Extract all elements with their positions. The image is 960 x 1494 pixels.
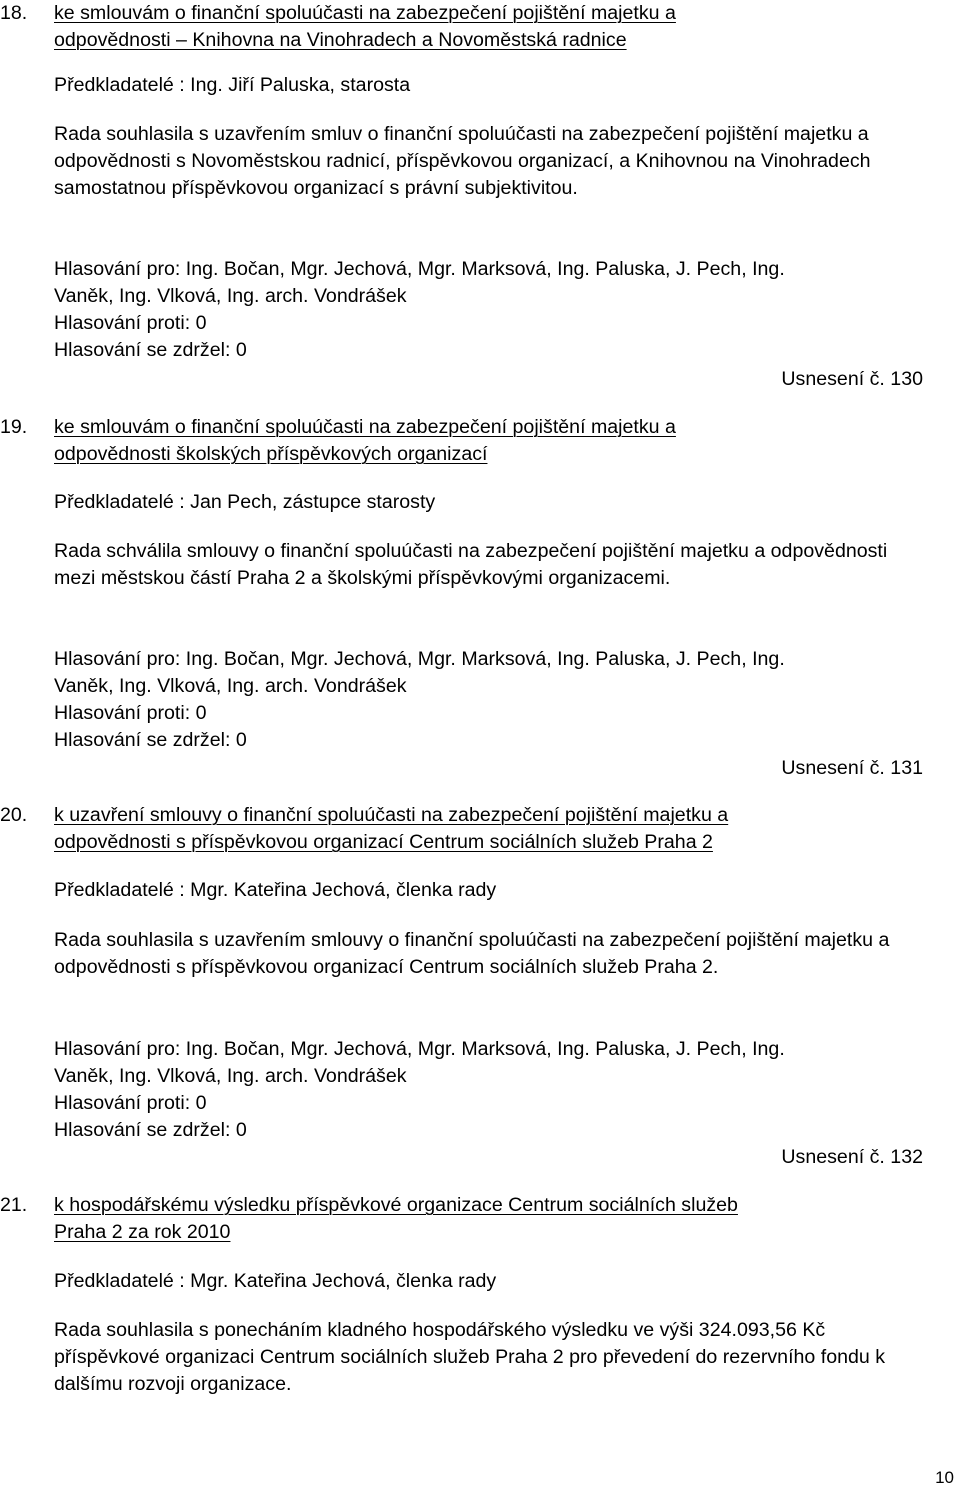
item-number: 19. [0, 416, 28, 438]
page-number: 10 [935, 1468, 954, 1487]
item-heading-line-1: k hospodářskému výsledku příspěvkové organizace Centrum sociálních služeb [54, 1194, 738, 1216]
resolution-number: Usnesení č. 130 [781, 368, 923, 390]
item-resolution-text: Rada souhlasila s uzavřením smlouvy o finanční spoluúčasti na zabezpečení pojištění majetku a odpovědnosti s příspěvkovou organizací Centrum sociálních služeb Praha 2. [54, 929, 890, 978]
item-resolution-text: Rada souhlasila s ponecháním kladného hospodářského výsledku ve výši 324.093,56 Kč příspěvkové organizaci Centrum sociálních služeb Praha 2 pro převedení do rezervního fondu k dalšímu rozvoji organizace. [54, 1319, 886, 1395]
vote-against: Hlasování proti: 0 [54, 1092, 207, 1114]
vote-for-line-2: Vaněk, Ing. Vlková, Ing. arch. Vondrášek [54, 1065, 407, 1087]
item-number: 21. [0, 1194, 28, 1216]
item-proposer: Předkladatelé : Ing. Jiří Paluska, starosta [54, 74, 411, 96]
item-heading-line-2: odpovědnosti s příspěvkovou organizací Centrum sociálních služeb Praha 2 [54, 831, 713, 853]
vote-for-line-1: Hlasování pro: Ing. Bočan, Mgr. Jechová, Mgr. Marksová, Ing. Paluska, J. Pech, Ing. [54, 258, 785, 280]
item-resolution-text: Rada schválila smlouvy o finanční spoluúčasti na zabezpečení pojištění majetku a odpovědnosti mezi městskou částí Praha 2 a školskými příspěvkovými organizacemi. [54, 540, 888, 589]
item-heading-line-1: k uzavření smlouvy o finanční spoluúčasti na zabezpečení pojištění majetku a [54, 804, 729, 826]
vote-abstain: Hlasování se zdržel: 0 [54, 729, 247, 751]
item-heading-line-2: odpovědnosti školských příspěvkových organizací [54, 443, 488, 465]
vote-for-line-1: Hlasování pro: Ing. Bočan, Mgr. Jechová, Mgr. Marksová, Ing. Paluska, J. Pech, Ing. [54, 648, 785, 670]
item-proposer: Předkladatelé : Mgr. Kateřina Jechová, členka rady [54, 1270, 497, 1292]
item-resolution-text: Rada souhlasila s uzavřením smluv o finanční spoluúčasti na zabezpečení pojištění majetku a odpovědnosti s Novoměstskou radnicí, příspěvkovou organizací, a Knihovnou na Vinohradech samostatnou příspěvkovou organizací s právní subjektivitou. [54, 123, 871, 199]
item-number: 20. [0, 804, 28, 826]
resolution-number: Usnesení č. 132 [781, 1146, 923, 1168]
item-heading-line-2: odpovědnosti – Knihovna na Vinohradech a Novoměstská radnice [54, 29, 627, 51]
item-heading-line-1: ke smlouvám o finanční spoluúčasti na zabezpečení pojištění majetku a [54, 416, 676, 438]
vote-for-line-2: Vaněk, Ing. Vlková, Ing. arch. Vondrášek [54, 675, 407, 697]
resolution-number: Usnesení č. 131 [781, 757, 923, 779]
item-proposer: Předkladatelé : Mgr. Kateřina Jechová, členka rady [54, 879, 497, 901]
vote-against: Hlasování proti: 0 [54, 312, 207, 334]
item-proposer: Předkladatelé : Jan Pech, zástupce starosty [54, 491, 436, 513]
vote-against: Hlasování proti: 0 [54, 702, 207, 724]
vote-abstain: Hlasování se zdržel: 0 [54, 1119, 247, 1141]
vote-for-line-2: Vaněk, Ing. Vlková, Ing. arch. Vondrášek [54, 285, 407, 307]
item-number: 18. [0, 2, 28, 24]
item-heading-line-1: ke smlouvám o finanční spoluúčasti na zabezpečení pojištění majetku a [54, 2, 676, 24]
vote-for-line-1: Hlasování pro: Ing. Bočan, Mgr. Jechová, Mgr. Marksová, Ing. Paluska, J. Pech, Ing. [54, 1038, 785, 1060]
item-heading-line-2: Praha 2 za rok 2010 [54, 1221, 231, 1243]
vote-abstain: Hlasování se zdržel: 0 [54, 339, 247, 361]
